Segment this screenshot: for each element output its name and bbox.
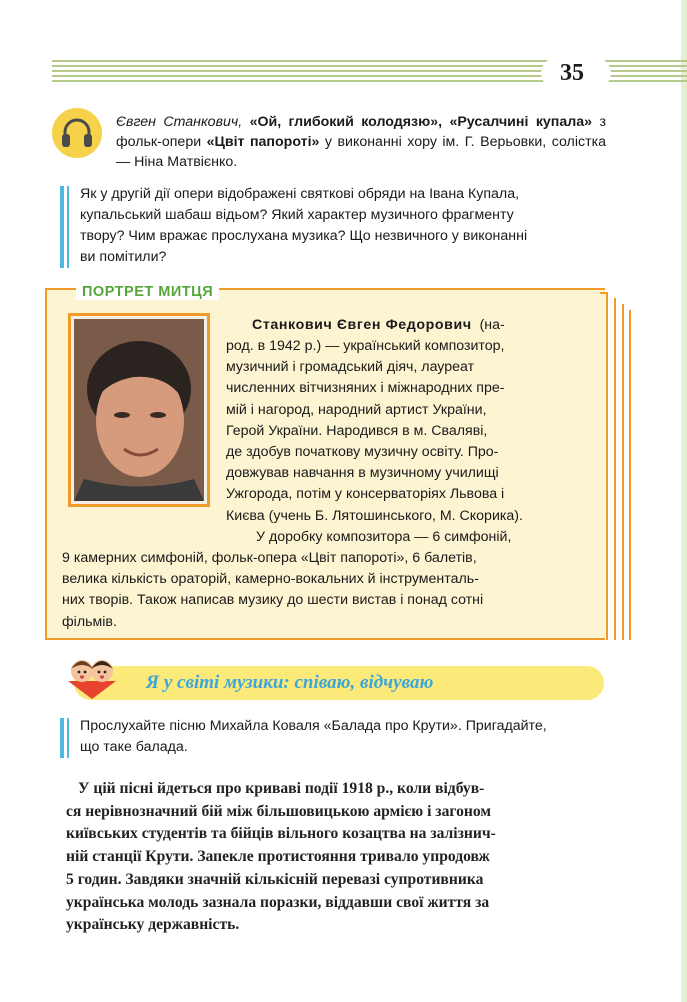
bio-column: [226, 336, 598, 548]
listening-work2: «Цвіт папороті»: [206, 134, 320, 150]
bio-line-1: [226, 315, 598, 336]
bio-line: 9 камерних симфоній, фольк-опера «Цвіт папороті», 6 балетів,: [62, 550, 477, 566]
listening-work1: «Ой, глибокий колодязю», «Русалчині купала»: [249, 114, 593, 130]
question-1-line: купальський шабаш відьом? Який характер музичного фрагменту: [80, 207, 514, 223]
bio-line: Герой України. Народився в м. Сваляві,: [226, 422, 488, 439]
page-edge-band: [681, 0, 687, 1002]
question-bar-thin: [67, 718, 69, 758]
bio-line: У доробку композитора — 6 симфоній,: [256, 528, 512, 545]
section-title: Я у світі музики: співаю, відчуваю: [146, 672, 434, 693]
body-line: ся нерівнозначний бій між більшовицькою армією і загоном: [66, 802, 491, 820]
bio-line: довжував навчання в музичному училищі: [226, 465, 499, 482]
question-bar-thin: [67, 186, 69, 268]
composer-portrait-image: [74, 319, 204, 501]
question-1-line: Як у другій дії опери відображені святкові обряди на Івана Купала,: [80, 186, 520, 202]
page-number: 35: [560, 60, 584, 86]
body-line: українську державність.: [66, 916, 240, 934]
header-stripes: [52, 60, 552, 88]
bio-line: де здобув початкову музичну освіту. Про-: [226, 444, 499, 461]
bio-line: музичний і громадський діяч, лауреат: [226, 359, 475, 376]
question-2-line: що таке балада.: [80, 739, 188, 755]
question-2-line: Прослухайте пісню Михайла Коваля «Балада про Крути». Пригадайте,: [80, 718, 547, 734]
listening-mid: з фольк-опери: [116, 114, 606, 150]
bio-line: мій і нагород, народний артист України,: [226, 401, 487, 418]
bio-line: Києва (учень Б. Лятошинського, М. Скорика).: [226, 507, 523, 524]
listening-author: Євген Станкович,: [116, 114, 243, 130]
body-line: ній станції Крути. Запекле протистояння тривало упродовж: [66, 848, 490, 866]
listening-rest: у виконанні хору ім. Г. Верьовки, солістка — Ніна Матвієнко.: [116, 134, 606, 170]
body-line: українська молодь зазнала поразки, віддавши свої життя за: [66, 893, 490, 911]
header-stripes-right: [605, 60, 687, 88]
body-line: У цій пісні йдеться про криваві події 1918 р., коли відбув-: [78, 780, 485, 797]
bio-full-width: [62, 548, 598, 633]
bio-text: (на-: [479, 317, 505, 333]
bio-line: велика кількість ораторій, камерно-вокальних й інструменталь-: [62, 571, 479, 588]
book-pages-decoration: [600, 292, 632, 640]
question-1-line: ви помітили?: [80, 249, 167, 265]
composer-photo-frame: [68, 313, 210, 507]
body-paragraph: [66, 778, 606, 937]
question-2: [80, 716, 547, 758]
question-1: [80, 184, 527, 268]
bio-line: них творів. Також написав музику до шести вистав і понад сотні: [62, 592, 484, 609]
question-bar: [60, 718, 64, 758]
body-line: 5 годин. Завдяки значній кількісній перевазі супротивника: [66, 870, 484, 888]
composer-photo: [74, 319, 204, 501]
bio-line: численних вітчизняних і міжнародних пре-: [226, 380, 505, 397]
headphones-icon: [52, 108, 102, 158]
question-bar: [60, 186, 64, 268]
body-line: київських студентів та бійців вільного козацтва на залізнич-: [66, 825, 496, 843]
portrait-title: ПОРТРЕТ МИТЦЯ: [76, 284, 219, 300]
bio-line: Ужгорода, потім у консерваторіях Львова і: [226, 486, 505, 503]
composer-name: Станкович Євген Федорович: [252, 317, 472, 333]
listening-text: [116, 112, 606, 172]
question-1-line: твору? Чим вражає прослухана музика? Що незвичного у виконанні: [80, 228, 528, 244]
kids-singing-icon: [62, 651, 122, 704]
bio-line: род. в 1942 р.) — український композитор,: [226, 338, 505, 354]
bio-line: фільмів.: [62, 613, 117, 630]
